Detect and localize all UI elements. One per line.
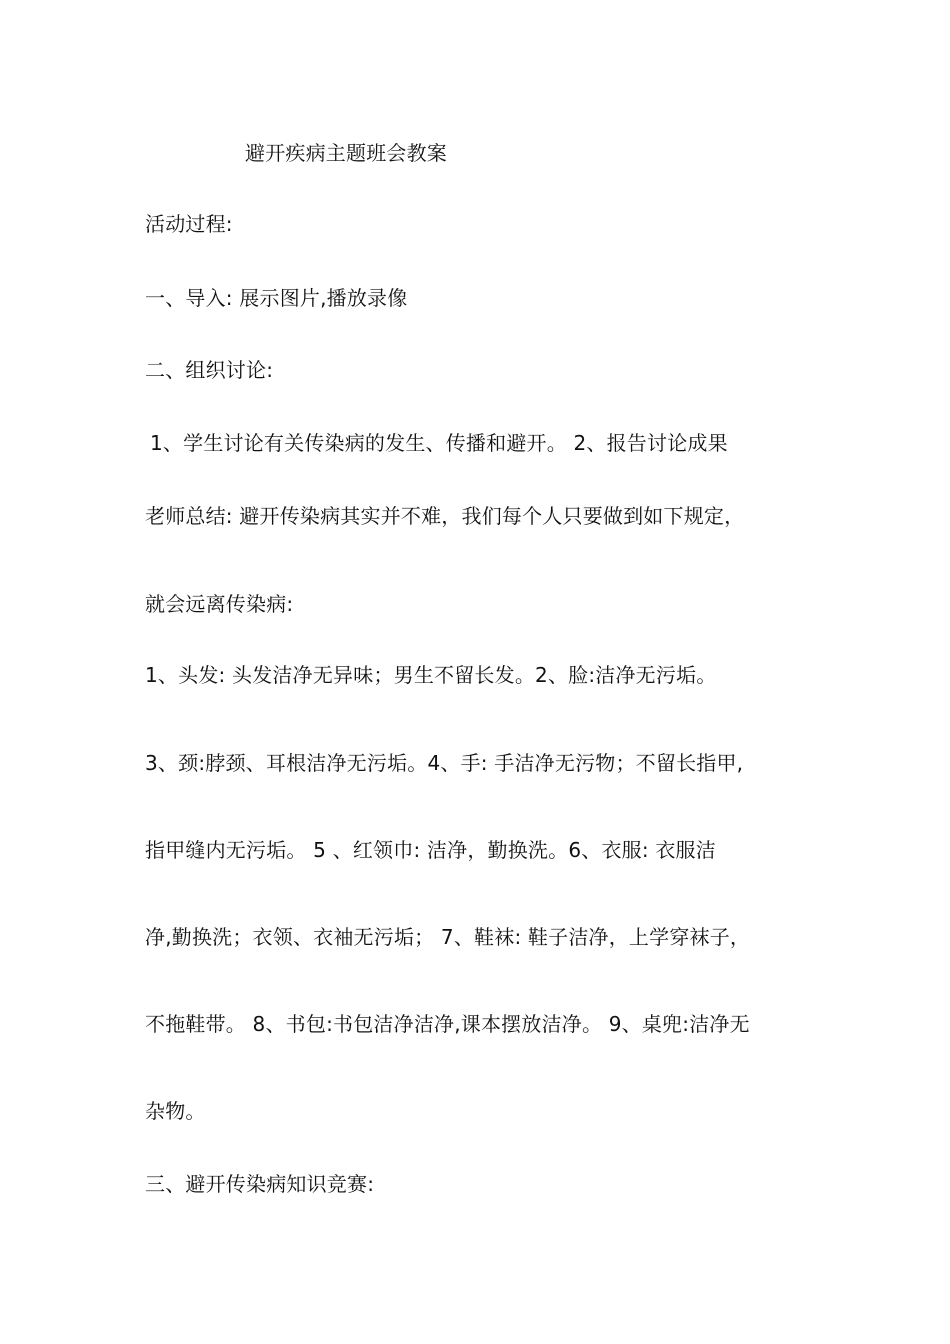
paragraph-line: 杂物。 bbox=[145, 1099, 206, 1123]
paragraph-line: 1、学生讨论有关传染病的发生、传播和避开。 2、报告讨论成果 bbox=[150, 431, 728, 455]
paragraph-line: 1、头发: 头发洁净无异味；男生不留长发。2、脸:洁净无污垢。 bbox=[145, 663, 717, 687]
paragraph-line: 不拖鞋带。 8、书包:书包洁净洁净,课本摆放洁净。 9、桌兜:洁净无 bbox=[145, 1012, 750, 1036]
paragraph-line: 活动过程: bbox=[145, 212, 233, 236]
paragraph-line: 就会远离传染病: bbox=[145, 592, 294, 616]
paragraph-line: 净,勤换洗；衣领、衣袖无污垢； 7、鞋袜: 鞋子洁净，上学穿袜子， bbox=[145, 925, 751, 949]
paragraph-line: 指甲缝内无污垢。 5 、红领巾: 洁净，勤换洗。6、衣服: 衣服洁 bbox=[145, 838, 716, 862]
document-title: 避开疾病主题班会教案 bbox=[245, 141, 447, 165]
paragraph-line: 三、避开传染病知识竞赛: bbox=[145, 1172, 375, 1196]
paragraph-line: 3、颈:脖颈、耳根洁净无污垢。4、手: 手洁净无污物；不留长指甲, bbox=[145, 751, 744, 775]
paragraph-line: 一、导入: 展示图片,播放录像 bbox=[145, 286, 408, 310]
paragraph-line: 老师总结: 避开传染病其实并不难，我们每个人只要做到如下规定， bbox=[145, 504, 745, 528]
paragraph-line: 二、组织讨论: bbox=[145, 358, 274, 382]
